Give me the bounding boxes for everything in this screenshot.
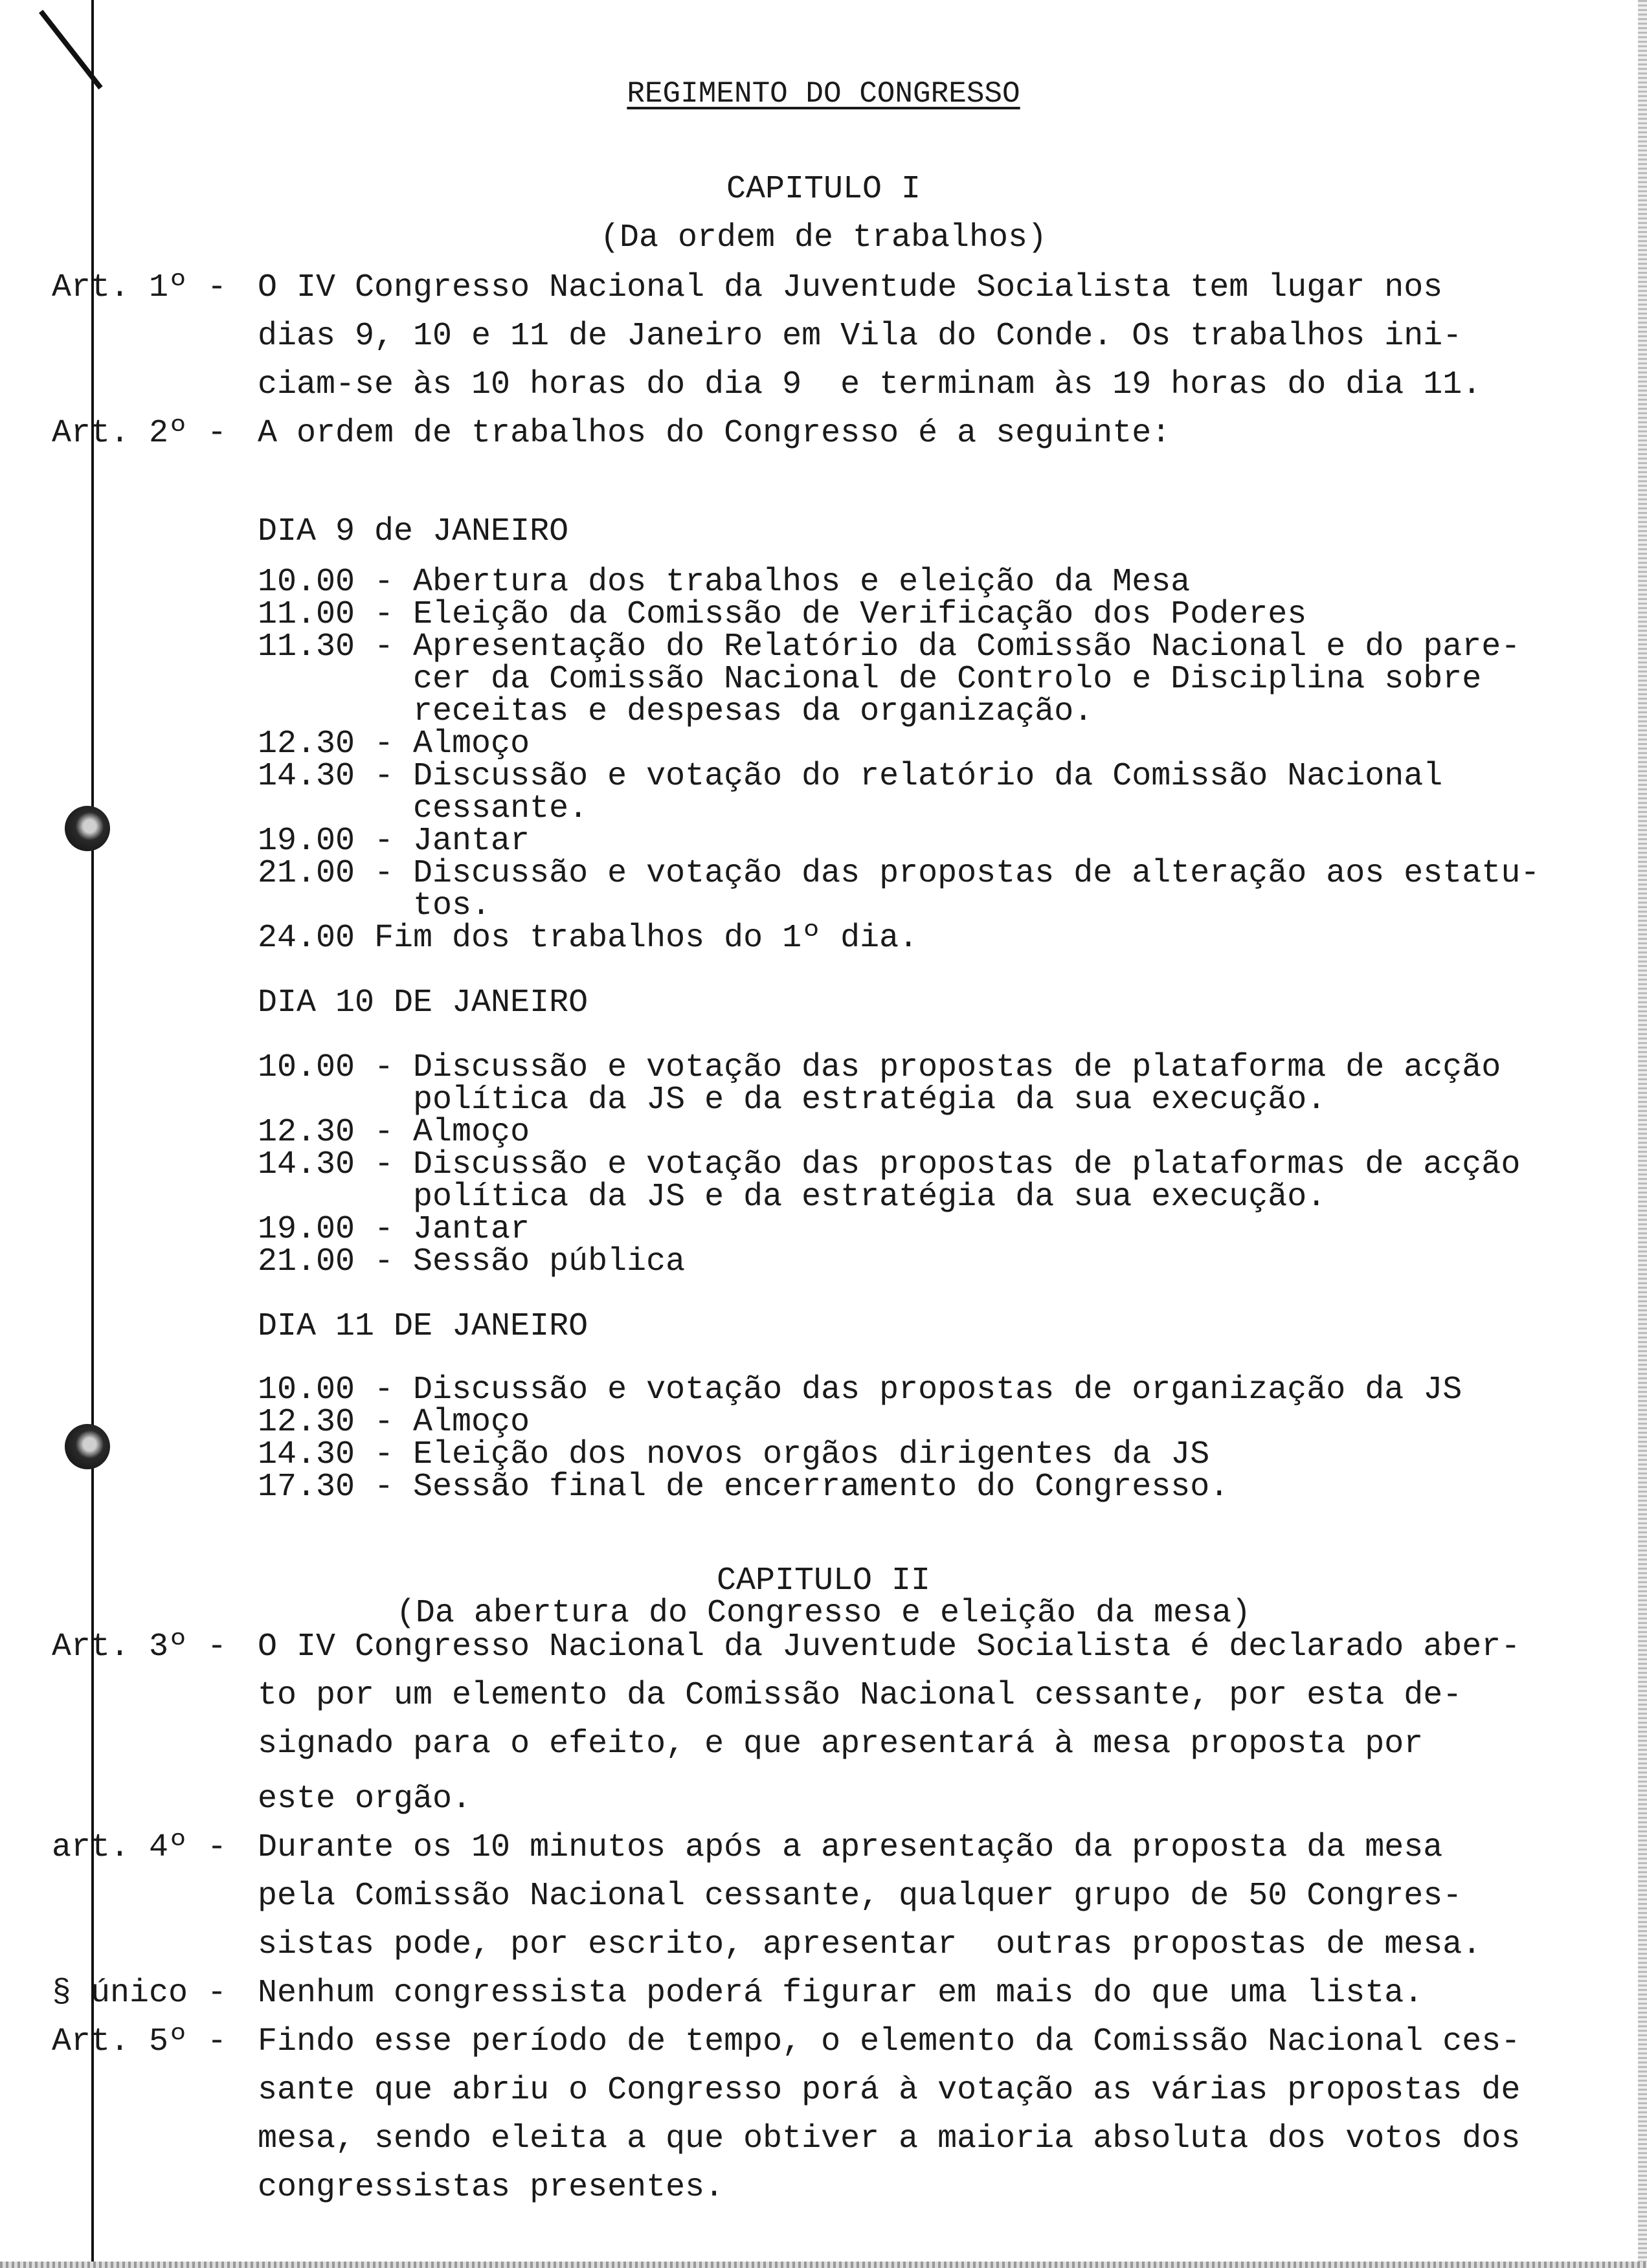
schedule-line: 17.30 - Sessão final de encerramento do Congresso.: [258, 1469, 1229, 1506]
schedule-line: 10.00 - Discussão e votação das propostas de plataforma de acção: [258, 1049, 1501, 1086]
article-5-line: congressistas presentes.: [258, 2169, 724, 2206]
schedule-line: cessante.: [258, 790, 588, 827]
article-3-line: O IV Congresso Nacional da Juventude Socialista é declarado aber-: [258, 1629, 1521, 1665]
article-2-label: Art. 2º -: [52, 415, 227, 452]
schedule-line: 14.30 - Discussão e votação das propostas de plataformas de acção: [258, 1146, 1521, 1183]
schedule-line: 21.00 - Discussão e votação das propostas de alteração aos estatu-: [258, 855, 1540, 892]
chapter-2-subtitle: (Da abertura do Congresso e eleição da mesa): [396, 1595, 1251, 1632]
article-3-line: to por um elemento da Comissão Nacional cessante, por esta de-: [258, 1677, 1462, 1714]
article-5-line: mesa, sendo eleita a que obtiver a maioria absoluta dos votos dos: [258, 2120, 1521, 2157]
schedule-line: 24.00 Fim dos trabalhos do 1º dia.: [258, 920, 919, 957]
margin-rule: [91, 0, 94, 2268]
day-9-heading: DIA 9 de JANEIRO: [258, 513, 569, 550]
schedule-line: cer da Comissão Nacional de Controlo e Disciplina sobre: [258, 661, 1482, 698]
chapter-1-subtitle: (Da ordem de trabalhos): [599, 219, 1048, 256]
article-1-line: O IV Congresso Nacional da Juventude Socialista tem lugar nos: [258, 269, 1443, 306]
schedule-line: 14.30 - Discussão e votação do relatório da Comissão Nacional: [258, 758, 1443, 795]
schedule-line: 10.00 - Abertura dos trabalhos e eleição da Mesa: [258, 564, 1191, 601]
article-1-line: dias 9, 10 e 11 de Janeiro em Vila do Conde. Os trabalhos ini-: [258, 318, 1462, 355]
article-3-label: Art. 3º -: [52, 1629, 227, 1665]
article-2-line: A ordem de trabalhos do Congresso é a seguinte:: [258, 415, 1171, 452]
article-5-line: sante que abriu o Congresso porá à votação as várias propostas de: [258, 2072, 1521, 2109]
schedule-line: 19.00 - Jantar: [258, 823, 530, 860]
punch-hole-top: [65, 806, 110, 851]
scan-edge-bottom: [0, 2262, 1647, 2268]
article-4-line: sistas pode, por escrito, apresentar outras propostas de mesa.: [258, 1926, 1482, 1963]
article-1-line: ciam-se às 10 horas do dia 9 e terminam às 19 horas do dia 11.: [258, 366, 1482, 403]
chapter-2-heading: CAPITULO II: [716, 1562, 931, 1599]
chapter-1-heading: CAPITULO I: [726, 171, 921, 208]
schedule-line: 14.30 - Eleição dos novos orgãos dirigentes da JS: [258, 1436, 1210, 1473]
article-5-line: Findo esse período de tempo, o elemento da Comissão Nacional ces-: [258, 2023, 1521, 2060]
schedule-line: política da JS e da estratégia da sua execução.: [258, 1179, 1327, 1216]
day-11-heading: DIA 11 DE JANEIRO: [258, 1308, 588, 1345]
article-4-label: art. 4º -: [52, 1829, 227, 1866]
schedule-line: 11.00 - Eleição da Comissão de Verificação dos Poderes: [258, 596, 1307, 633]
punch-hole-bottom: [65, 1424, 110, 1469]
day-10-heading: DIA 10 DE JANEIRO: [258, 984, 588, 1021]
schedule-line: 11.30 - Apresentação do Relatório da Comissão Nacional e do pare-: [258, 628, 1521, 665]
article-3-line: este orgão.: [258, 1781, 472, 1818]
schedule-line: 12.30 - Almoço: [258, 726, 530, 762]
article-3-line: signado para o efeito, e que apresentará à mesa proposta por: [258, 1726, 1424, 1762]
article-1-label: Art. 1º -: [52, 269, 227, 306]
schedule-line: receitas e despesas da organização.: [258, 693, 1093, 730]
schedule-line: política da JS e da estratégia da sua execução.: [258, 1082, 1327, 1118]
schedule-line: 10.00 - Discussão e votação das propostas de organização da JS: [258, 1372, 1462, 1408]
document-title: REGIMENTO DO CONGRESSO: [627, 77, 1020, 111]
schedule-line: 19.00 - Jantar: [258, 1211, 530, 1248]
schedule-line: 12.30 - Almoço: [258, 1404, 530, 1441]
paragraph-unico-label: § único -: [52, 1975, 227, 2012]
article-5-label: Art. 5º -: [52, 2023, 227, 2060]
scan-edge-right: [1638, 0, 1647, 2268]
schedule-line: 21.00 - Sessão pública: [258, 1243, 686, 1280]
paragraph-unico-line: Nenhum congressista poderá figurar em mais do que uma lista.: [258, 1975, 1424, 2012]
article-4-line: Durante os 10 minutos após a apresentação da proposta da mesa: [258, 1829, 1443, 1866]
schedule-line: 12.30 - Almoço: [258, 1114, 530, 1151]
article-4-line: pela Comissão Nacional cessante, qualquer grupo de 50 Congres-: [258, 1878, 1462, 1915]
schedule-line: tos.: [258, 887, 491, 924]
